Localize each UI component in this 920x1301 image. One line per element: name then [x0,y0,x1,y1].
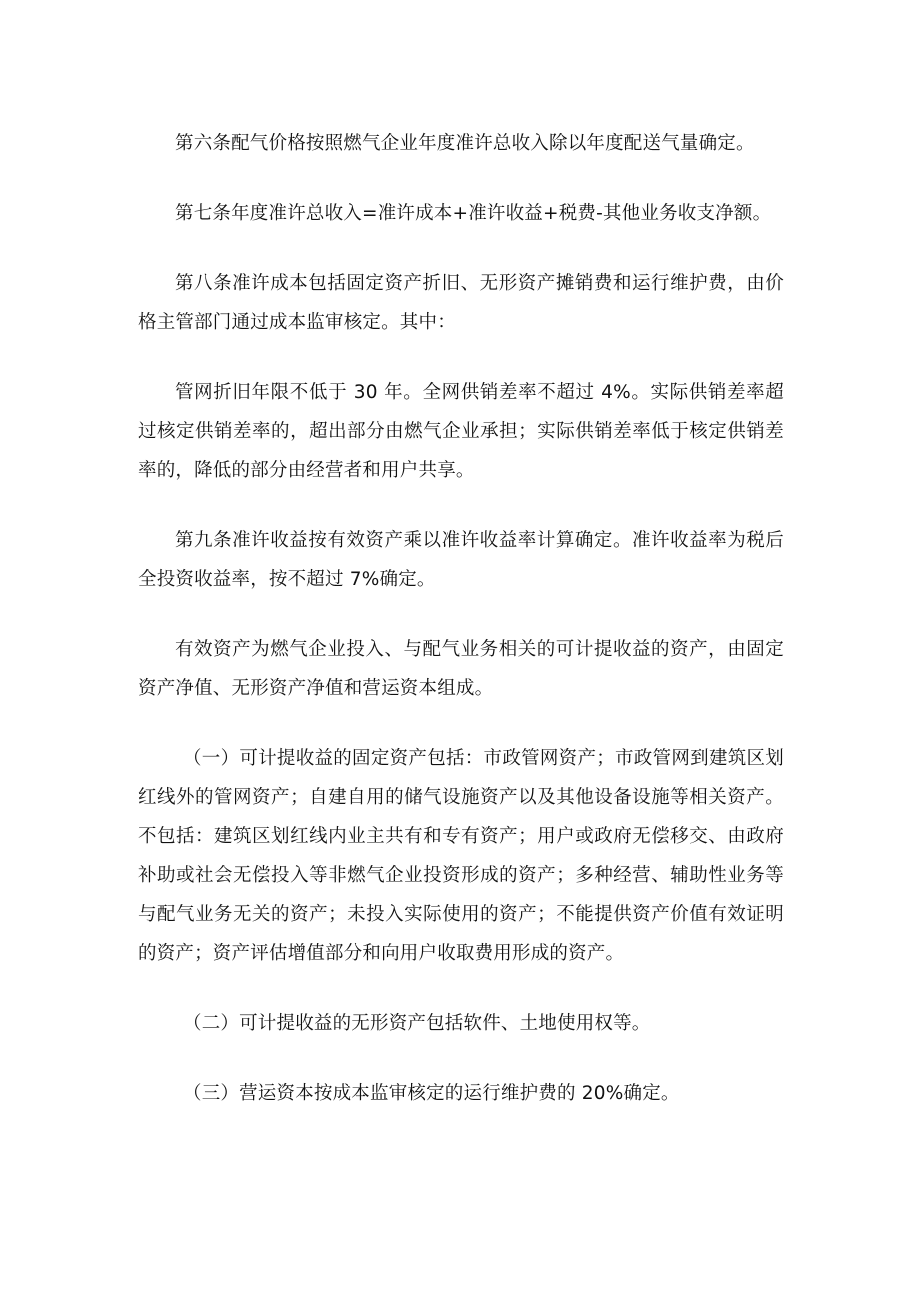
item-3-paragraph: （三）营运资本按成本监审核定的运行维护费的 20%确定。 [183,1083,680,1104]
article-6-paragraph: 第六条配气价格按照燃气企业年度准许总收入除以年度配送气量确定。 [175,133,755,154]
effective-assets-paragraph: 有效资产为燃气企业投入、与配气业务相关的可计提收益的资产，由固定资产净值、无形资产净值和营运资本组成。 [138,639,784,699]
article-8-paragraph: 第八条准许成本包括固定资产折旧、无形资产摊销费和运行维护费，由价格主管部门通过成本监审核定。其中： [138,273,784,333]
item-1-paragraph: （一）可计提收益的固定资产包括：市政管网资产；市政管网到建筑区划红线外的管网资产；自建自用的储气设施资产以及其他设备设施等相关资产。不包括：建筑区划红线内业主共有和专有资产；用户或政府无偿移交、由政府补助或社会无偿投入等非燃气企业投资形成的资产；多种经营、辅助性业务等与配气业务无关的资产；未投入实际使用的资产；不能提供资产价值有效证明的资产；资产评估增值部分和向用户收取费用形成的资产。 [138,748,784,964]
item-2-paragraph: （二）可计提收益的无形资产包括软件、土地使用权等。 [183,1013,651,1034]
article-9-paragraph: 第九条准许收益按有效资产乘以准许收益率计算确定。准许收益率为税后全投资收益率，按不超过 7%确定。 [138,530,784,590]
document-body [138,124,784,1144]
depreciation-paragraph: 管网折旧年限不低于 30 年。全网供销差率不超过 4%。实际供销差率超过核定供销差率的，超出部分由燃气企业承担；实际供销差率低于核定供销差率的，降低的部分由经营者和用户共享。 [138,382,784,481]
article-7-paragraph: 第七条年度准许总收入=准许成本+准许收益+税费-其他业务收支净额。 [175,203,772,224]
